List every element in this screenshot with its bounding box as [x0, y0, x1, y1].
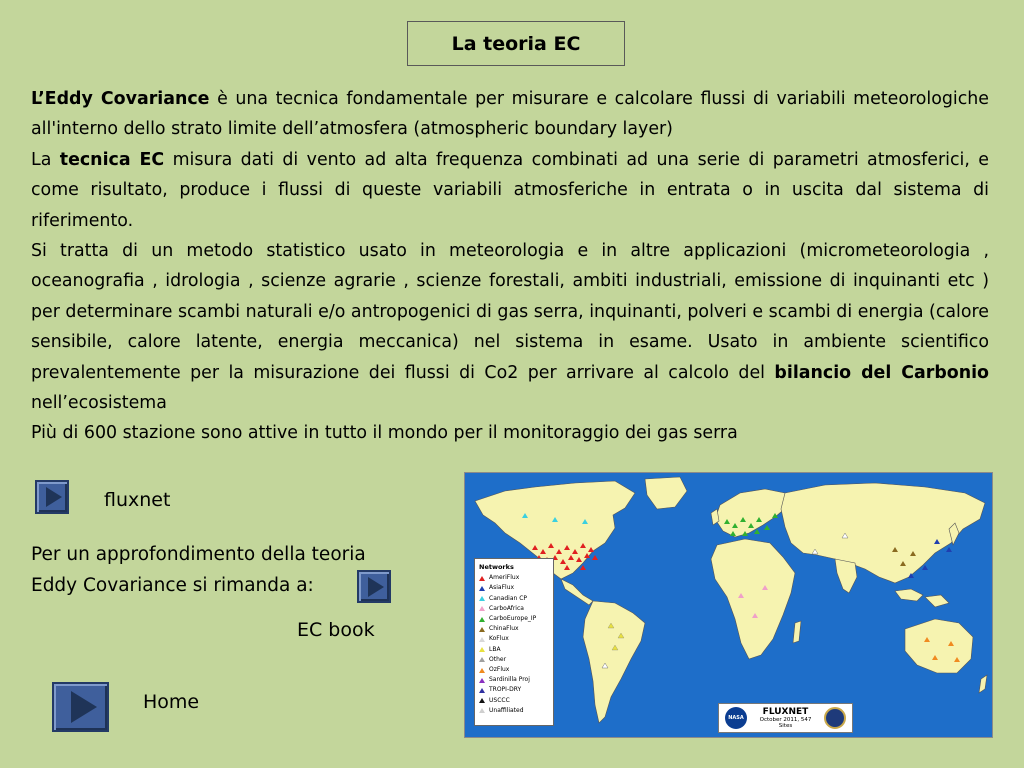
legend-item: USCCC [479, 696, 549, 706]
triangle-marker-icon [479, 586, 485, 591]
nasa-logo-icon: NASA [725, 707, 747, 729]
badge-title: FLUXNET [762, 707, 809, 717]
seal-logo-icon [824, 707, 846, 729]
legend-item: ChinaFlux [479, 624, 549, 634]
home-label[interactable]: Home [143, 691, 200, 713]
legend-item: KoFlux [479, 634, 549, 644]
triangle-marker-icon [479, 688, 485, 693]
legend-item: Sardinilla Proj [479, 675, 549, 685]
legend-title: Networks [479, 563, 514, 571]
body-text [31, 84, 989, 449]
legend-item: AsiaFlux [479, 583, 549, 593]
triangle-marker-icon [479, 637, 485, 642]
fluxnet-label[interactable]: fluxnet [104, 489, 171, 511]
fluxnet-world-map [464, 472, 993, 738]
play-arrow-icon [71, 691, 97, 723]
map-legend [474, 558, 554, 726]
deepening-text-line2: Eddy Covariance si rimanda a: [31, 575, 314, 596]
eddy-covariance-lead: L’Eddy Covariance [31, 89, 210, 109]
triangle-marker-icon [479, 698, 485, 703]
play-arrow-icon [368, 577, 384, 597]
triangle-marker-icon [479, 668, 485, 673]
triangle-marker-icon [479, 576, 485, 581]
legend-item: LBA [479, 645, 549, 655]
triangle-marker-icon [479, 617, 485, 622]
triangle-marker-icon [479, 678, 485, 683]
triangle-marker-icon [479, 596, 485, 601]
slide-title-text: La teoria EC [451, 32, 581, 55]
paragraph-1: L’Eddy Covariance è una tecnica fondamentale per misurare e calcolare flussi di variabili meteorologiche all'interno dello strato limite dell’atmosfera (atmospheric boundary layer) [31, 89, 989, 140]
legend-item: Unaffiliated [479, 706, 549, 716]
triangle-marker-icon [479, 627, 485, 632]
triangle-marker-icon [479, 708, 485, 713]
legend-item: OzFlux [479, 665, 549, 675]
legend-item: AmeriFlux [479, 573, 549, 583]
ec-book-label[interactable]: EC book [297, 619, 375, 641]
triangle-marker-icon [479, 606, 485, 611]
legend-item: TROPI-DRY [479, 685, 549, 695]
ec-book-button[interactable] [357, 570, 391, 603]
deepening-text-line1: Per un approfondimento della teoria [31, 544, 366, 565]
home-button[interactable] [52, 682, 109, 732]
legend-item: Canadian CP [479, 594, 549, 604]
legend-item: Other [479, 655, 549, 665]
triangle-marker-icon [479, 647, 485, 652]
badge-subtitle: October 2011, 547 Sites [759, 717, 812, 729]
paragraph-4: Più di 600 stazione sono attive in tutto il mondo per il monitoraggio dei gas serra [31, 423, 738, 444]
paragraph-2: La tecnica EC misura dati di vento ad alta frequenza combinati ad una serie di parametri atmosferici, e come risultato, produce i flussi di queste variabili atmosferiche in entrata o in uscita dal sistema di riferimento. [31, 149, 990, 231]
legend-item: CarboAfrica [479, 604, 549, 614]
triangle-marker-icon [479, 657, 485, 662]
paragraph-3: Si tratta di un metodo statistico usato in meteorologia e in altre applicazioni (micrometeorologia , oceanografia , idrologia , scienze agrarie , scienze forestali, ambiti industriali, emissione di inquinanti etc ) per determinare scambi naturali e/o antropogenici di gas serra, inquinanti, polveri e scambi di energia (calore sensibile, calore latente, energia meccanica) nel sistema in esame. Usato in ambiente scientifico prevalentemente per la misurazione dei flussi di Co2 per arrivare al calcolo del bilancio del Carbonio nell’ecosistema [31, 241, 989, 414]
fluxnet-badge [718, 703, 853, 733]
fluxnet-button[interactable] [35, 480, 69, 514]
legend-item: CarboEurope_IP [479, 614, 549, 624]
play-arrow-icon [46, 487, 62, 507]
slide-title [407, 21, 625, 66]
